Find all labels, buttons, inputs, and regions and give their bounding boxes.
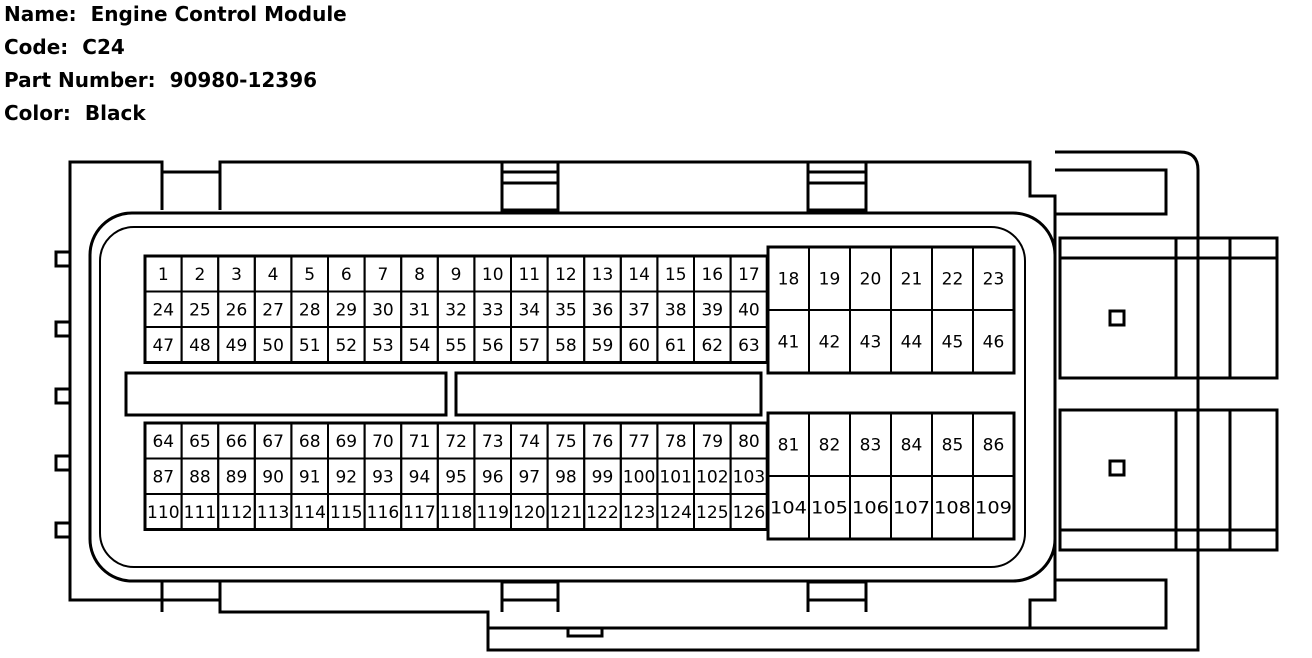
pin-number-121: 121 (549, 502, 583, 523)
pin-number-2: 2 (194, 264, 206, 285)
pin-number-8: 8 (414, 264, 425, 285)
pin-number-100: 100 (622, 467, 656, 488)
part-number-value: 90980-12396 (169, 68, 318, 92)
pin-number-94: 94 (408, 467, 431, 488)
pin-number-45: 45 (941, 332, 964, 353)
pin-number-80: 80 (738, 431, 760, 452)
pin-number-53: 53 (372, 335, 394, 356)
pin-number-40: 40 (738, 300, 760, 321)
pin-number-71: 71 (408, 431, 431, 452)
pin-number-29: 29 (335, 300, 358, 321)
pin-number-109: 109 (975, 498, 1012, 519)
pin-number-28: 28 (298, 300, 321, 321)
color-label: Color: (4, 101, 71, 125)
pin-number-11: 11 (518, 264, 541, 285)
pin-number-12: 12 (555, 264, 577, 285)
pin-number-42: 42 (818, 332, 841, 353)
pin-number-62: 62 (701, 335, 724, 356)
pin-number-47: 47 (152, 335, 175, 356)
pin-number-16: 16 (701, 264, 724, 285)
pin-number-14: 14 (628, 264, 650, 285)
pin-number-69: 69 (335, 431, 358, 452)
pin-number-37: 37 (628, 300, 650, 321)
code-label: Code: (4, 35, 69, 59)
pin-number-77: 77 (628, 431, 650, 452)
pin-number-4: 4 (267, 264, 279, 285)
pin-number-108: 108 (934, 498, 971, 519)
pin-number-56: 56 (481, 335, 504, 356)
pin-number-24: 24 (152, 300, 175, 321)
pin-number-102: 102 (696, 467, 729, 488)
color-value: Black (84, 101, 146, 125)
pin-number-50: 50 (262, 335, 284, 356)
pin-number-104: 104 (770, 498, 807, 519)
pin-number-115: 115 (330, 502, 363, 523)
pin-number-95: 95 (445, 467, 467, 488)
pin-number-123: 123 (622, 502, 656, 523)
pin-number-75: 75 (555, 431, 577, 452)
pin-number-89: 89 (225, 467, 248, 488)
pin-number-61: 61 (664, 335, 687, 356)
pin-number-118: 118 (439, 502, 473, 523)
pin-number-60: 60 (628, 335, 650, 356)
pin-number-103: 103 (732, 467, 766, 488)
pin-number-73: 73 (481, 431, 504, 452)
pin-number-9: 9 (450, 264, 462, 285)
pin-number-120: 120 (513, 502, 546, 523)
pin-number-114: 114 (293, 502, 327, 523)
pin-number-1: 1 (157, 264, 169, 285)
pin-number-54: 54 (408, 335, 431, 356)
pin-number-111: 111 (183, 502, 217, 523)
pin-number-35: 35 (555, 300, 577, 321)
pin-number-87: 87 (152, 467, 175, 488)
pin-number-41: 41 (777, 332, 800, 353)
pin-number-58: 58 (555, 335, 577, 356)
pin-number-3: 3 (231, 264, 242, 285)
pin-number-86: 86 (982, 435, 1005, 456)
pin-number-25: 25 (189, 300, 211, 321)
pin-block-right-bottom (768, 413, 1014, 539)
pin-number-112: 112 (220, 502, 253, 523)
pin-number-67: 67 (262, 431, 284, 452)
pin-number-27: 27 (262, 300, 284, 321)
pin-number-63: 63 (738, 335, 760, 356)
pin-number-99: 99 (591, 467, 614, 488)
pin-number-113: 113 (256, 502, 290, 523)
pin-number-97: 97 (518, 467, 541, 488)
pin-block-left-bottom (145, 423, 767, 530)
pin-number-19: 19 (818, 269, 841, 290)
pin-number-23: 23 (982, 269, 1005, 290)
pin-number-39: 39 (701, 300, 724, 321)
pin-number-10: 10 (481, 264, 504, 285)
pin-number-88: 88 (189, 467, 211, 488)
pin-number-106: 106 (852, 498, 889, 519)
pin-number-7: 7 (377, 264, 389, 285)
pin-number-117: 117 (403, 502, 436, 523)
pin-number-107: 107 (893, 498, 930, 519)
pin-number-93: 93 (372, 467, 394, 488)
pin-number-51: 51 (298, 335, 321, 356)
pin-number-83: 83 (859, 435, 882, 456)
pin-number-59: 59 (591, 335, 614, 356)
pin-number-126: 126 (732, 502, 766, 523)
pin-number-18: 18 (777, 269, 800, 290)
pin-number-6: 6 (340, 264, 352, 285)
part-number-label: Part Number: (4, 68, 156, 92)
pin-number-84: 84 (900, 435, 923, 456)
pin-number-26: 26 (225, 300, 248, 321)
pin-number-36: 36 (591, 300, 614, 321)
pin-number-101: 101 (659, 467, 692, 488)
pin-number-74: 74 (518, 431, 541, 452)
pin-number-70: 70 (372, 431, 394, 452)
pin-number-44: 44 (900, 332, 923, 353)
pin-number-49: 49 (225, 335, 248, 356)
pin-number-119: 119 (476, 502, 510, 523)
pin-number-90: 90 (262, 467, 284, 488)
pin-number-72: 72 (445, 431, 467, 452)
pin-number-96: 96 (481, 467, 504, 488)
pin-number-64: 64 (152, 431, 175, 452)
pin-number-20: 20 (859, 269, 882, 290)
pin-number-43: 43 (859, 332, 882, 353)
pin-number-105: 105 (811, 498, 848, 519)
pin-number-76: 76 (591, 431, 614, 452)
pin-number-81: 81 (777, 435, 800, 456)
pin-number-31: 31 (408, 300, 431, 321)
pin-number-57: 57 (518, 335, 541, 356)
pin-number-32: 32 (445, 300, 467, 321)
pin-number-52: 52 (335, 335, 358, 356)
pin-number-116: 116 (366, 502, 400, 523)
pin-number-5: 5 (304, 264, 316, 285)
pin-number-33: 33 (481, 300, 504, 321)
pin-number-55: 55 (445, 335, 467, 356)
code-value: C24 (82, 35, 125, 59)
pin-number-79: 79 (701, 431, 724, 452)
pin-number-17: 17 (738, 264, 760, 285)
pin-number-82: 82 (818, 435, 841, 456)
pin-number-122: 122 (586, 502, 619, 523)
pin-number-48: 48 (189, 335, 211, 356)
pin-number-66: 66 (225, 431, 248, 452)
name-value: Engine Control Module (90, 2, 347, 26)
pin-number-124: 124 (659, 502, 692, 523)
pin-number-15: 15 (664, 264, 687, 285)
pin-number-38: 38 (664, 300, 687, 321)
pin-number-125: 125 (696, 502, 729, 523)
pin-number-21: 21 (900, 269, 923, 290)
pin-number-22: 22 (941, 269, 964, 290)
name-label: Name: (4, 2, 77, 26)
pin-number-65: 65 (189, 431, 211, 452)
pin-number-98: 98 (555, 467, 577, 488)
pin-number-46: 46 (982, 332, 1005, 353)
pin-block-left-top (145, 256, 767, 363)
pin-number-30: 30 (372, 300, 394, 321)
connector-housing (56, 152, 1277, 650)
pin-number-85: 85 (941, 435, 964, 456)
pin-number-110: 110 (147, 502, 180, 523)
pin-number-91: 91 (298, 467, 321, 488)
pin-number-78: 78 (664, 431, 687, 452)
pin-number-34: 34 (518, 300, 541, 321)
pin-block-right-top (768, 247, 1014, 373)
pin-number-13: 13 (591, 264, 614, 285)
pin-number-92: 92 (335, 467, 358, 488)
pin-number-68: 68 (298, 431, 321, 452)
